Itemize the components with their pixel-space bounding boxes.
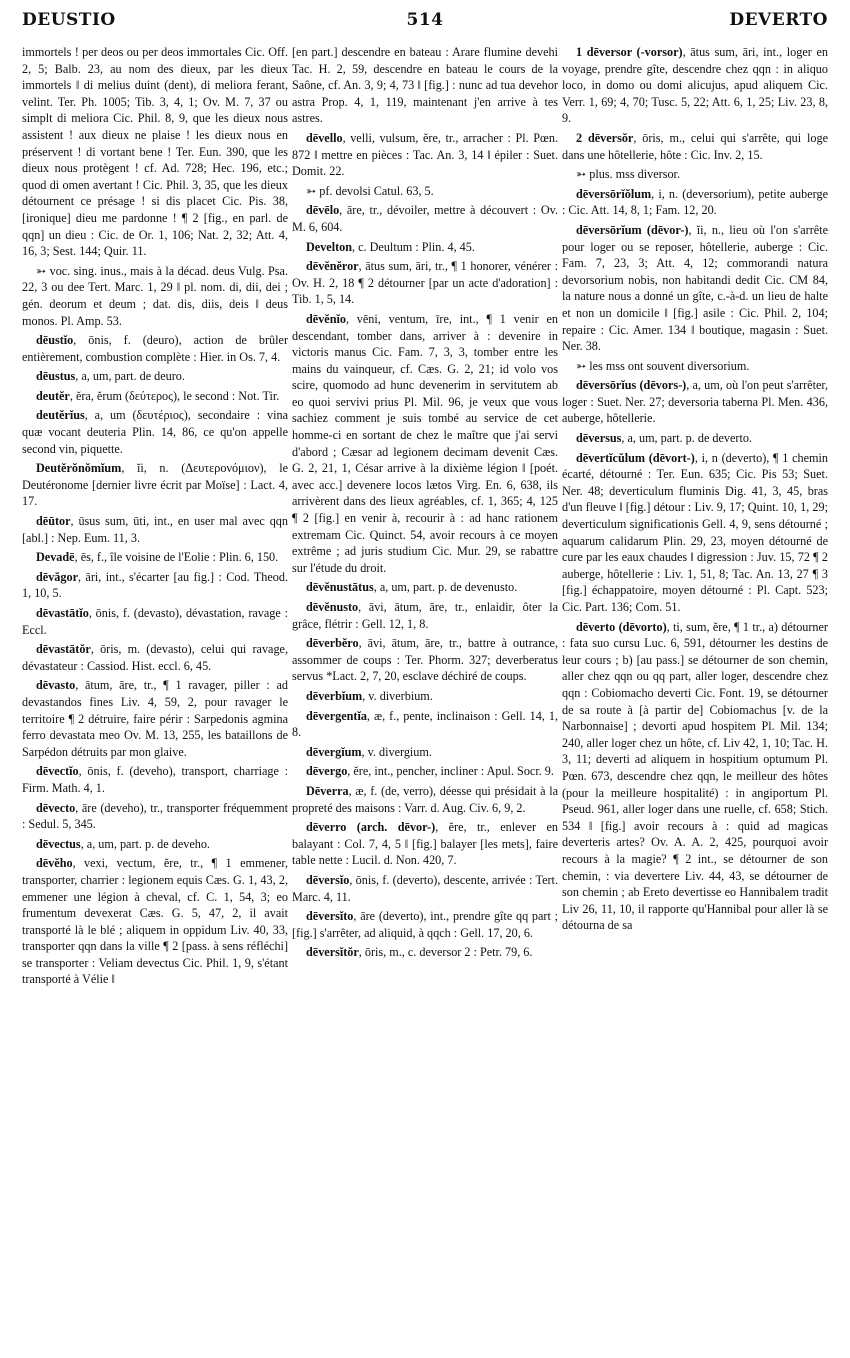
- headword: dēvectĭo: [36, 764, 79, 779]
- entry-deversio: dēversĭo, ōnis, f. (deverto), descente, arrivée : Tert. Marc. 4, 11.: [292, 872, 558, 904]
- page-header: [22, 10, 828, 34]
- headword: 2 dēversŏr: [576, 130, 634, 145]
- entry-note: ➳ les mss ont souvent diversorium.: [576, 358, 750, 373]
- page-number: 514: [406, 10, 444, 30]
- entry-deversorius: dēversōrĭus (dēvors-), a, um, où l'on peut s'arrêter, loger : Suet. Ner. 27; deversoria taberna Pl. Men. 436, auberge, hôtellerie.: [562, 378, 828, 426]
- headword: dēvastātŏr: [36, 642, 91, 657]
- entry-devagor: dēvăgor, āri, int., s'écarter [au fig.] : Cod. Theod. 1, 10, 5.: [22, 569, 288, 601]
- entry-devastator: dēvastātŏr, ōris, m. (devasto), celui qui ravage, dévastateur : Cassiod. Hist. eccl. 6, 45.: [22, 642, 288, 673]
- headword: dēversĭtŏr: [306, 945, 359, 960]
- headword: dēvĕnĕror: [306, 259, 359, 274]
- headword: dēustus: [36, 369, 76, 384]
- entry-note: ➳ plus. mss diversor.: [576, 167, 680, 182]
- entry-devectio: dēvectĭo, ōnis, f. (deveho), transport, charriage : Firm. Math. 4, 1.: [22, 764, 288, 795]
- headword: deutĕrĭus: [36, 408, 85, 423]
- entry-devenustatus: dēvĕnustātus, a, um, part. p. de devenusto.: [306, 580, 518, 595]
- entry-deversito: dēversĭto, āre (deverto), int., prendre gîte qq part ; [fig.] s'arrêter, ad aliquid, à qqch : Gell. 17, 20, 6.: [292, 909, 558, 940]
- headword: dēversus: [576, 431, 622, 446]
- headword: dēustĭo: [36, 333, 74, 348]
- headword: dēvello: [306, 130, 343, 145]
- headword: dēvergentĭa: [306, 708, 367, 723]
- headword: 1 dēversor (-vorsor): [576, 45, 683, 59]
- entry-devectus: dēvectus, a, um, part. p. de deveho.: [36, 836, 210, 851]
- entry-devasto: dēvasto, ātum, āre, tr., ¶ 1 ravager, piller : ad devastandos fines Liv. 4, 59, 2, pour ravager le territoire ¶ 2 détruire, faire périr : Sarpedonis agmina ferro devastata meo Ov. M. 13, 255, les bataillons de Sarpédon détruits par mon glaive.: [22, 678, 288, 759]
- headword: dēverto (dēvorto): [576, 619, 667, 634]
- entry-develo: dēvēlo, āre, tr., dévoiler, mettre à découvert : Ov. M. 6, 604.: [292, 203, 558, 234]
- entry-deuterius: deutĕrĭus, a, um (δευτέριος), secondaire : vina quæ vocant deuteria Plin. 14, 86, ce qu'on appelle second vin, piquette.: [22, 408, 288, 456]
- entry-devecto: dēvecto, āre (deveho), tr., transporter fréquemment : Sedul. 5, 345.: [22, 800, 288, 832]
- entry-note: ➳ voc. sing. inus., mais à la décad. deus Vulg. Psa. 22, 3 ou dee Tert. Marc. 1, 29 ‖ pl. nom. di, dii, dei ; gén. deorum et deum ; dat. dis, diis, deis ‖ deus monos. Pl. Amp. 53.: [22, 263, 288, 328]
- entry-deverbium: dēverbĭum, v. diverbium.: [306, 688, 433, 703]
- entry-deverto: dēverto (dēvorto), ti, sum, ĕre, ¶ 1 tr., a) détourner : fata suo cursu Luc. 6, 591, détourner les destins de leur cours ; b) [au pass.] se détourner de son chemin, aller chez qqn ou qq part, aller loger, descendre chez qqn : Cobiomacho deverti Cic. Font. 19, se détourner de sa route à [à partir de] Cobiomachus [v. de la Narbonnaise] ; devorti apud hospitem Pl. Mil. 134; 240, aller loger chez un hôte, cf. Liv 42, 1, 10; Tac. H. 3, 11; deverti ad aliquem in hospitium optumum Pl. Pœn. 673, descendre chez qqn, le meilleur des hôtes (pour la meilleure hospitalité) : in angiportum Pl. Pseud. 961, aller loger dans une ruelle, cf. 658; Stich. 534 ‖ [fig.] avoir recours à : quid ad magicas deverteris artes? Ov. A. A. 2, 425, pourquoi avoir recours à la magie? ¶ 2 int., se détourner de son chemin, : via devertere Liv. 44, 43, se détourner de son chemin ; ab Ereto devertisse eo Hannibalem tradit Liv 26, 11, 10, il rapporte qu'Hannibal pour aller là se détourna de sa: [562, 619, 828, 933]
- dictionary-column-1: [22, 44, 288, 1350]
- running-head-left: DEUSTIO: [22, 10, 116, 30]
- headword: dēversĭto: [306, 909, 354, 924]
- headword: Deutĕrŏnŏmĭum: [36, 461, 122, 476]
- entry-continuation: immortels ! per deos ou per deos immortales Cic. Off. 2, 5; Balb. 23, au nom des dieux, par les dieux immortels ‖ di melius duint (dent), di meliora ferant, velint. Ter. Ph. 1005; Tib. 3, 4, 1; Ov. M. 7, 37 ou simplt di meliora Cic. Phil. 8, 9, que les dieux nous assistent ! aux dieux ne plaise ! les dieux nous en préservent ! di vortant bene ! Ter. Eun. 390, que les dieux nous protègent ! cf. Ad. 728; Hec. 196, etc.; quod di omen avertant ! Cic. Phil. 3, 35, que les dieux détournent ce présage ! si dis placet Cic. Pis. 38, [ironique] dieu me pardonne ! ¶ 2 [fig., en parl. de qqn] un dieu : Cic. de Or. 1, 106; Nat. 2, 32; Att. 4, 16, 3; Sest. 144; Quir. 11.: [22, 45, 288, 259]
- headword: dēvectus: [36, 836, 81, 851]
- entry-devergium: dēvergĭum, v. divergium.: [306, 744, 432, 759]
- entry-devade: Devadē, ēs, f., île voisine de l'Eolie : Plin. 6, 150.: [36, 550, 279, 565]
- headword: dēvertĭcŭlum (dēvort-): [576, 450, 695, 465]
- running-head-right: DEVERTO: [729, 10, 828, 30]
- headword: dēvecto: [36, 800, 76, 815]
- entry-deuteronomium: Deutĕrŏnŏmĭum, ĭi, n. (Δευτερονόμιον), le Deutéronome [dernier livre écrit par Moïse] : Lact. 4, 17.: [22, 461, 288, 509]
- headword: dēvēlo: [306, 203, 340, 218]
- headword: dēversōrĭum (dēvor-): [576, 222, 689, 237]
- headword: dēvĕnusto: [306, 600, 359, 614]
- entry-devello: dēvello, velli, vulsum, ĕre, tr., arracher : Pl. Pœn. 872 ‖ mettre en pièces : Tac. An. 3, 14 ‖ épiler : Suet. Domit. 22.: [292, 130, 558, 179]
- headword: dēvergo: [306, 764, 348, 779]
- headword: Devadē: [36, 550, 75, 565]
- entry-deustio: dēustĭo, ōnis, f. (deuro), action de brûler entièrement, combustion complète : Hier. in Os. 7, 4.: [22, 333, 288, 364]
- headword: dēversōrĭŏlum: [576, 186, 652, 201]
- entry-deversitor: dēversĭtŏr, ōris, m., c. deversor 2 : Petr. 79, 6.: [306, 945, 533, 960]
- headword: Develton: [306, 239, 353, 254]
- headword: Dēverra: [306, 783, 349, 798]
- entry-deverbero: dēverbĕro, āvi, ātum, āre, tr., battre à outrance, assommer de coups : Ter. Phorm. 327; deverberatus servus *Lact. 2, 7, 20, esclave déchiré de coups.: [292, 636, 558, 684]
- dictionary-column-2: [292, 44, 558, 1350]
- headword: dēvasto: [36, 678, 76, 693]
- entry-note: ➳ pf. devolsi Catul. 63, 5.: [306, 183, 434, 198]
- entry-deverro: dēverro (arch. dēvor-), ĕre, tr., enlever en balayant : Col. 7, 4, 5 ‖ [fig.] balayer [les mets], faire table nette : Lucil. d. Non. 420, 7.: [292, 820, 558, 868]
- entry-deversoriolum: dēversōrĭŏlum, i, n. (deversorium), petite auberge : Cic. Att. 14, 8, 1; Fam. 12, 20.: [562, 186, 828, 218]
- entry-devenusto: dēvĕnusto, āvi, ātum, āre, tr., enlaidir, ôter la grâce, flétrir : Gell. 12, 1, 8.: [292, 600, 558, 631]
- entry-deversor-2: 2 dēversŏr, ōris, m., celui qui s'arrête, qui loge dans une hôtellerie, hôte : Cic. Inv. 2, 15.: [562, 130, 828, 162]
- entry-devastatio: dēvastātĭo, ōnis, f. (devasto), dévastation, ravage : Eccl.: [22, 606, 288, 637]
- entry-devergentia: dēvergentĭa, æ, f., pente, inclinaison : Gell. 14, 1, 8.: [292, 708, 558, 740]
- headword: dēūtor: [36, 514, 71, 529]
- headword: dēversĭo: [306, 872, 350, 887]
- headword: dēvĕnĭo: [306, 311, 346, 326]
- entry-continuation: [en part.] descendre en bateau : Arare flumine devehi Tac. H. 2, 59, descendre en bateau le cours de la Saône, cf. An. 3, 9; 4, 73 ‖ [fig.] : nunc ad tua devehor astra Prop. 4, 1, 119, maintenant j'en arrive à tes astres.: [292, 45, 558, 126]
- entry-deveho: dēvĕho, vexi, vectum, ĕre, tr., ¶ 1 emmener, transporter, charrier : legionem equis Cæs. G. 1, 43, 2, emmener une légion à cheval, cf. C. 1, 54, 3; eo frumentum devexerat Cæs. G. 5, 47, 2, il avait transporté là le blé ; aliquem in oppidum Liv. 40, 33, transporter qqn dans la ville ¶ 2 [pass. à sens réfléchi] se transporter : Veliam devectus Cic. Phil. 1, 9, s'étant transporté à Vélie ‖: [22, 856, 288, 987]
- entry-devenio: dēvĕnĭo, vēni, ventum, īre, int., ¶ 1 venir en descendant, tomber dans, arriver à : devenire in victoris manus Cic. Fam. 7, 3, 3, tomber entre les mains du vainqueur, cf. Cæs. G. 2, 21; id volo vos scire, quomodo ad hunc devenerim in servitutem ab eo quoi servivi prius Pl. Mil. 96, je veux que vous sachiez comment je suis tombé au service de cet homme-ci en sortant de chez le maître que j'ai servi d'abord ; Cæsar ad legionem decimam devenit Cæs. G. 2, 21, 1, César arrive à la dixième légion ‖ [poét. avec acc.] devenere locos lætos Virg. En. 6, 638, ils arrivèrent dans des lieux agréables, cf. 1, 365; 4, 125 ¶ 2 [fig.] en venir à, recourir à : ad hanc rationem extremam Cic. Quinct. 54, avoir recours à ce moyen extrême ; ad juris studium Cic. Mur. 29, se rabattre sur l'étude du droit.: [292, 311, 558, 575]
- dictionary-column-3: [562, 44, 828, 1350]
- entry-deveneror: dēvĕnĕror, ātus sum, āri, tr., ¶ 1 honorer, vénérer : Ov. H. 2, 18 ¶ 2 détourner [par un acte d'adoration] : Tib. 1, 5, 14.: [292, 259, 558, 307]
- entry-deverra: Dēverra, æ, f. (de, verro), déesse qui présidait à la propreté des maisons : Varr. d. Aug. Civ. 6, 9, 2.: [292, 783, 558, 815]
- entry-devergo: dēvergo, ĕre, int., pencher, incliner : Apul. Socr. 9.: [306, 764, 554, 779]
- entry-develton: Develton, c. Deultum : Plin. 4, 45.: [306, 239, 475, 254]
- headword: dēvăgor: [36, 569, 78, 584]
- headword: dēversōrĭus (dēvors-): [576, 378, 687, 393]
- headword: dēvĕho: [36, 856, 73, 871]
- entry-deversor-1: 1 dēversor (-vorsor), ātus sum, āri, int., loger en voyage, prendre gîte, descendre chez qqn : in aliquo loco, in domo ou domi alicujus, apud aliquem Cic. Verr. 1, 69; 4, 70; Tusc. 5, 22; Att. 6, 1, 25; Liv. 23, 8, 9.: [562, 45, 828, 126]
- entry-deversus: dēversus, a, um, part. p. de deverto.: [576, 431, 753, 446]
- entry-deutor: dēūtor, ūsus sum, ūti, int., en user mal avec qqn [abl.] : Nep. Eum. 11, 3.: [22, 514, 288, 545]
- entry-deuter: deutĕr, ĕra, ĕrum (δεύτερος), le second : Not. Tir.: [36, 388, 280, 403]
- entry-deustus: dēustus, a, um, part. de deuro.: [36, 369, 185, 384]
- headword: dēvergĭum: [306, 744, 362, 759]
- headword: dēverbĭum: [306, 688, 363, 703]
- headword: deutĕr: [36, 388, 70, 403]
- headword: dēverbĕro: [306, 636, 359, 651]
- headword: dēvastātĭo: [36, 606, 89, 620]
- entry-deversorium: dēversōrĭum (dēvor-), ĭi, n., lieu où l'on s'arrête pour loger ou se reposer, hôtellerie, auberge : Cic. Fam. 7, 23, 3; Att. 4, 12; commorandi natura devorsorium nobis, non habitandi dedit Cic. CM 84, la nature nous a donné un gîte, c.-à-d. un lieu de halte et non un domicile ‖ [fig.] asile : Cic. Phil. 2, 104; repaire : Cic. Amer. 134 ‖ boutique, magasin : Suet. Ner. 38.: [562, 222, 828, 354]
- headword: dēverro (arch. dēvor-): [306, 820, 436, 835]
- headword: dēvĕnustātus: [306, 580, 374, 595]
- entry-deverticulum: dēvertĭcŭlum (dēvort-), i, n (deverto), ¶ 1 chemin écarté, détourné : Ter. Eun. 635; Cic. Pis 53; Suet. Ner. 48; deverticulum fluminis Dig. 41, 3, 45, bras d'un fleuve ‖ [fig.] détour : Liv. 9, 17; Quint. 10, 1, 29; deverticulum significationis Gell. 4, 9, sens détourné ; aquarum calidarum Plin. 29, 23, moyen détourné de cure par les eaux chaudes ‖ digression : Juv. 15, 72 ¶ 2 auberge, hôtellerie : Liv. 1, 51, 8; Tac. An. 13, 27 ¶ 3 [fig.] échappatoire, moyen détourné : Pl. Capt. 523; Cic. Part. 136; Com. 51.: [562, 450, 828, 614]
